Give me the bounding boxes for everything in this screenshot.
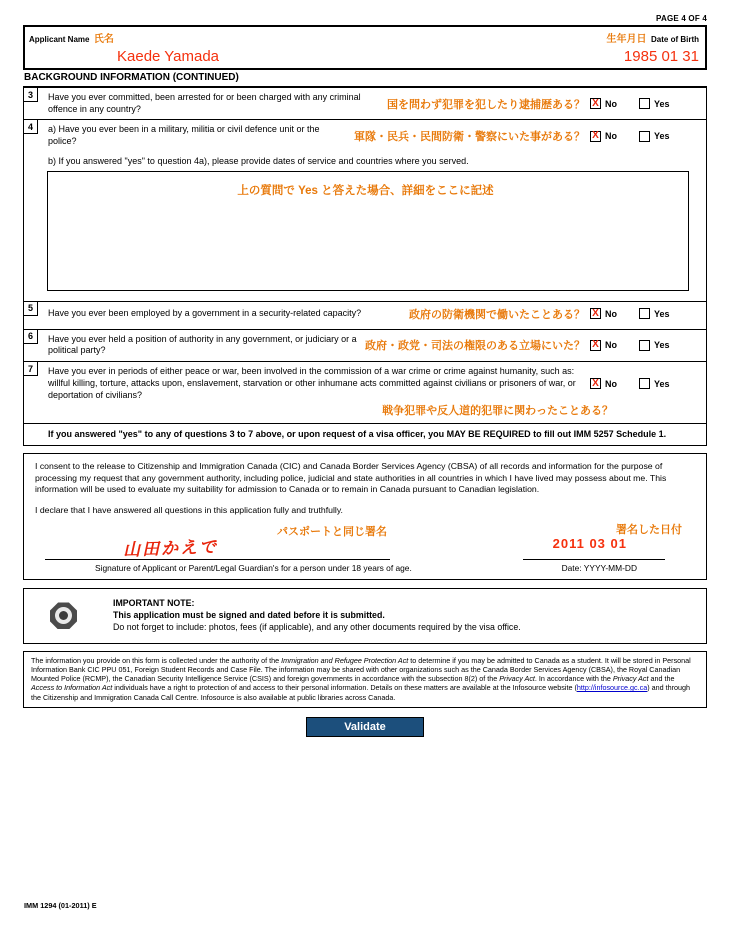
signature-area: [35, 518, 695, 576]
q6-yes-checkbox[interactable]: [639, 340, 650, 351]
q5-no-label: No: [605, 308, 617, 319]
important-note-line2: Do not forget to include: photos, fees (if applicable), and any other documents required by the visa office.: [113, 621, 521, 632]
privacy-act-title: Access to Information Act: [31, 683, 113, 693]
signature-line: [45, 559, 390, 560]
dob-field[interactable]: 1985 01 31: [623, 48, 699, 65]
questions-table: [23, 86, 707, 446]
consent-box: [23, 453, 707, 580]
privacy-act-title: Privacy Act: [499, 674, 535, 684]
form-number: IMM 1294 (01-2011) E: [24, 901, 97, 910]
infosource-link[interactable]: http://infosource.gc.ca: [576, 683, 648, 693]
section-title: BACKGROUND INFORMATION (CONTINUED): [24, 72, 239, 83]
privacy-act-title: Privacy Act: [612, 674, 649, 684]
q7-no-checkbox[interactable]: X: [590, 378, 601, 389]
privacy-text: The information you provide on this form is collected under the authority of the: [31, 655, 282, 665]
question-4b-text: b) If you answered "yes" to question 4a), please provide dates of service and countries where you served.: [48, 155, 469, 166]
validate-button-container: [23, 717, 707, 737]
q6-yes-label: Yes: [654, 340, 670, 351]
question-6-annotation-jp: 政府・政党・司法の権限のある立場にいた？: [365, 340, 585, 353]
q4-yes-label: Yes: [654, 131, 670, 142]
q5-no-checkbox[interactable]: X: [590, 308, 601, 319]
q7-yes-checkbox[interactable]: [639, 378, 650, 389]
applicant-header: [23, 25, 707, 70]
privacy-text: . In accordance with the: [534, 674, 613, 684]
q7-yes-label: Yes: [654, 378, 670, 389]
signature-field[interactable]: 山田かえで: [122, 537, 219, 561]
privacy-text: individuals have a right to protection of and access to their personal information. Details on these matters are available at the Infosource website (: [112, 683, 577, 693]
page-number: PAGE 4 OF 4: [656, 14, 707, 23]
signature-caption: Signature of Applicant or Parent/Legal Guardian's for a person under 18 years of age.: [95, 563, 412, 574]
question-5-annotation-jp: 政府の防衛機関で働いたことある？: [409, 308, 585, 321]
question-3-answers: [590, 98, 698, 109]
q5-yes-checkbox[interactable]: [639, 308, 650, 319]
q3-yes-checkbox[interactable]: [639, 98, 650, 109]
q3-no-label: No: [605, 98, 617, 109]
important-note-box: [23, 588, 707, 644]
q6-no-label: No: [605, 340, 617, 351]
question-7-answers: [590, 378, 698, 389]
question-6-text: Have you ever held a position of authority in any government, or judiciary or a political party?: [48, 333, 357, 356]
signature-date-field[interactable]: 2011 03 01: [552, 536, 627, 552]
question-5-row: [24, 302, 706, 330]
question-7-annotation-jp: 戦争犯罪や反人道的犯罪に関わったことある？: [382, 405, 613, 418]
question-3-row: [24, 88, 706, 120]
question-5-text: Have you ever been employed by a government in a security-related capacity?: [48, 307, 362, 318]
consent-paragraph: I consent to the release to Citizenship and Immigration Canada (CIC) and Canada Border Services Agency (CBSA) of all records and information for the purpose of processing my request that any government authority, including police, judicial and state authorities in all countries in which I have lived may possess about me. This information will be used to evaluate my suitability for admission to Canada or to remain in Canada pursuant to Canadian legislation.: [35, 461, 667, 495]
privacy-text: and the: [648, 674, 675, 684]
question-7-text-line1: Have you ever in periods of either peace or war, been involved in the commission of a war crime or crime against humanity, such as:: [48, 366, 575, 377]
privacy-statement: [23, 651, 707, 708]
q4-no-checkbox[interactable]: X: [590, 131, 601, 142]
question-4b-details-field[interactable]: [47, 171, 689, 291]
schedule-note-text: If you answered "yes" to any of questions 3 to 7 above, or upon request of a visa officer, you MAY BE REQUIRED to fill out IMM 5257 Schedule 1.: [48, 429, 667, 440]
question-5-number: 5: [24, 302, 38, 316]
date-caption: Date: YYYY-MM-DD: [561, 563, 637, 574]
question-7-number: 7: [24, 362, 38, 376]
schedule-note-row: [24, 424, 706, 445]
q6-no-checkbox[interactable]: X: [590, 340, 601, 351]
date-annotation-jp: 署名した日付: [616, 524, 682, 537]
question-4a-annotation-jp: 軍隊・民兵・民間防衛・警察にいた事がある？: [354, 131, 585, 144]
question-7-text: [48, 366, 590, 401]
q4-no-label: No: [605, 131, 617, 142]
privacy-text: ) and through the Citizenship and Immigration Canada Call Centre. Infosource is also available at public libraries across Canada.: [31, 683, 690, 702]
question-5-answers: [590, 308, 698, 319]
privacy-act-title: Immigration and Refugee Protection Act: [281, 655, 409, 665]
validate-button[interactable]: Validate: [306, 717, 424, 737]
q3-no-checkbox[interactable]: X: [590, 98, 601, 109]
question-4b-box-annotation-jp: 上の質問で Yes と答えた場合、詳細をここに記述: [237, 184, 494, 197]
question-3-number: 3: [24, 88, 38, 102]
q7-no-label: No: [605, 378, 617, 389]
important-note-title: IMPORTANT NOTE:: [113, 598, 195, 609]
applicant-name-label: Applicant Name: [29, 35, 90, 44]
important-note-line1: This application must be signed and dated before it is submitted.: [113, 610, 385, 620]
question-4-answers: [590, 131, 698, 142]
q3-yes-label: Yes: [654, 98, 670, 109]
question-4-row: [24, 120, 706, 301]
q5-yes-label: Yes: [654, 308, 670, 319]
important-note-text: [113, 598, 521, 634]
important-note-icon: [50, 602, 77, 629]
applicant-name-field[interactable]: Kaede Yamada: [117, 48, 220, 65]
privacy-text: to determine if you may be admitted to Canada as a student. It will be stored in Personal Information Bank CIC PPU 051, Foreign Student Records and Case File. The information may be shared with other organizations such as the Canada Border Services Agency (CBSA), the Royal Canadian Mounted Police (RCMP), the Canadian Security Intelligence Service (CSIS) and foreign governments in accordance with the subsection 8(2) of the: [31, 655, 691, 684]
applicant-name-label-jp: 氏名: [93, 34, 114, 45]
question-7-text-line2: willful killing, torture, attacks upon, enslavement, starvation or other inhumane acts committed against civilians or prisoners of war, or deportation of civilians?: [48, 377, 576, 400]
date-of-birth-block: [607, 29, 699, 65]
question-3-text: Have you ever committed, been arrested for or been charged with any criminal offence in any country?: [48, 92, 361, 114]
signature-annotation-jp: パスポートと同じ署名: [277, 526, 387, 539]
date-line: [523, 559, 665, 560]
question-3-annotation-jp: 国を問わず犯罪を犯したり逮捕歴ある？: [387, 98, 585, 111]
question-6-number: 6: [24, 330, 38, 344]
declaration-paragraph: I declare that I have answered all questions in this application fully and truthfully.: [35, 504, 343, 515]
question-6-row: [24, 330, 706, 362]
question-6-answers: [590, 340, 698, 351]
question-4-number: 4: [24, 120, 38, 134]
question-7-row: [24, 362, 706, 424]
question-4a-text: a) Have you ever been in a military, militia or civil defence unit or the police?: [48, 124, 320, 147]
dob-label-jp: 生年月日: [606, 34, 647, 45]
applicant-name-block: [29, 29, 219, 65]
dob-label: Date of Birth: [651, 35, 699, 44]
q4-yes-checkbox[interactable]: [639, 131, 650, 142]
